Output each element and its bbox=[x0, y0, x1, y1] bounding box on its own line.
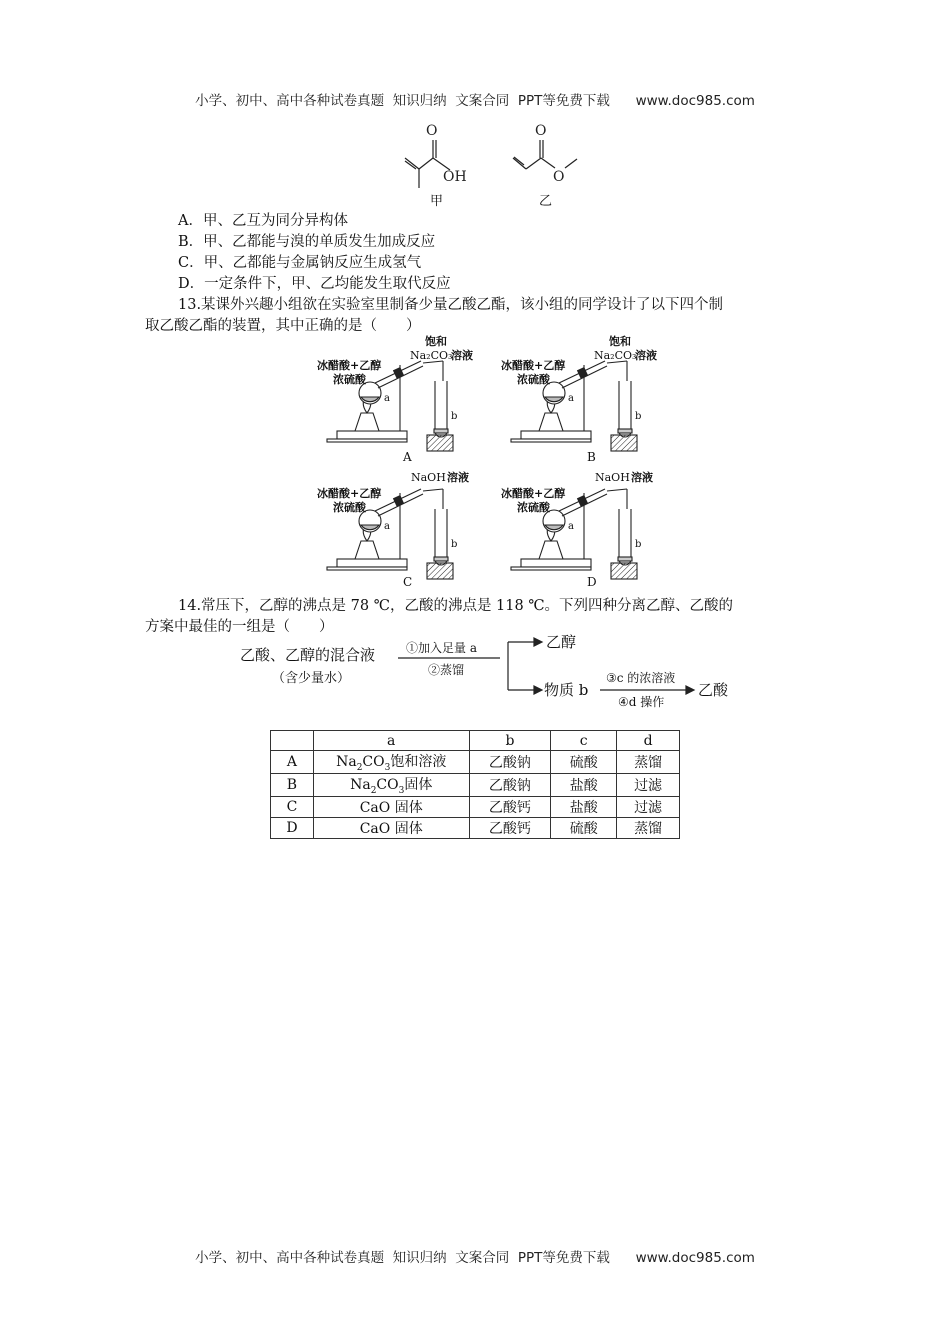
table-row bbox=[271, 751, 680, 774]
app-b-reagent2: 浓硫酸 bbox=[517, 373, 550, 386]
q14-stem-line2: 方案中最佳的一组是（ ） bbox=[145, 619, 334, 635]
app-a-sol-bottom: 溶液 bbox=[451, 349, 473, 362]
table-header-cell: c bbox=[551, 731, 617, 751]
cell-b: 乙酸钙 bbox=[469, 796, 551, 817]
option-a: A．甲、乙互为同分异构体 bbox=[178, 213, 348, 229]
app-c-reagent1: 冰醋酸+乙醇 bbox=[317, 487, 382, 500]
table-row bbox=[271, 796, 680, 817]
q14-stem-line1: 14.常压下，乙醇的沸点是 78 ℃，乙酸的沸点是 118 ℃。下列四种分离乙醇、乙酸的 bbox=[178, 598, 734, 614]
app-c-letter: C bbox=[403, 575, 413, 589]
cell-c: 盐酸 bbox=[551, 796, 617, 817]
cell-b: 乙酸钠 bbox=[469, 751, 551, 774]
table-row bbox=[271, 773, 680, 796]
page-header: 小学、初中、高中各种试卷真题 知识归纳 文案合同 PPT等免费下载 www.doc985.com bbox=[195, 93, 755, 109]
yi-o2: O bbox=[553, 169, 565, 185]
table-header-cell: b bbox=[469, 731, 551, 751]
cell-c: 盐酸 bbox=[551, 773, 617, 796]
table-header-cell: d bbox=[617, 731, 680, 751]
table-row bbox=[271, 817, 680, 838]
cell-d: 过滤 bbox=[617, 796, 680, 817]
app-a-letter: A bbox=[403, 450, 412, 464]
cell-d: 蒸馏 bbox=[617, 817, 680, 838]
app-c-b: b bbox=[451, 539, 458, 550]
q13-stem-line1: 13.某课外兴趣小组欲在实验室里制备少量乙酸乙酯，该小组的同学设计了以下四个制 bbox=[178, 297, 724, 313]
flow-out1: 乙醇 bbox=[546, 633, 577, 651]
app-a-b: b bbox=[451, 411, 458, 422]
app-a-reagent1: 冰醋酸+乙醇 bbox=[317, 359, 382, 372]
flow-step1-bottom: ②蒸馏 bbox=[428, 663, 465, 677]
q13-stem-line2: 取乙酸乙酯的装置，其中正确的是（ ） bbox=[145, 318, 421, 334]
page-footer: 小学、初中、高中各种试卷真题 知识归纳 文案合同 PPT等免费下载 www.doc985.com bbox=[195, 1250, 755, 1266]
app-a-reagent2: 浓硫酸 bbox=[333, 373, 366, 386]
cell-b: 乙酸钠 bbox=[469, 773, 551, 796]
cell-b: 乙酸钙 bbox=[469, 817, 551, 838]
app-d-sol-formula: NaOH bbox=[595, 471, 630, 484]
table-header-cell: a bbox=[313, 731, 469, 751]
label-jia: 甲 bbox=[430, 194, 444, 209]
app-c-sol-formula: NaOH bbox=[411, 471, 446, 484]
app-b-sol-bottom: 溶液 bbox=[635, 349, 657, 362]
option-c: C．甲、乙都能与金属钠反应生成氢气 bbox=[178, 255, 422, 271]
app-c-sol-bottom: 溶液 bbox=[447, 471, 469, 484]
cell-a: CaO 固体 bbox=[313, 817, 469, 838]
row-label: A bbox=[271, 751, 314, 774]
cell-d: 蒸馏 bbox=[617, 751, 680, 774]
molecule-structures bbox=[395, 118, 595, 213]
apparatus-figure bbox=[315, 335, 675, 590]
app-d-letter: D bbox=[587, 575, 597, 589]
row-label: B bbox=[271, 773, 314, 796]
app-b-b: b bbox=[635, 411, 642, 422]
flow-start-line1: 乙酸、乙醇的混合液 bbox=[240, 646, 376, 664]
yi-o1: O bbox=[535, 123, 547, 139]
app-b-a: a bbox=[568, 393, 574, 404]
app-d-a: a bbox=[568, 521, 574, 532]
app-d-b: b bbox=[635, 539, 642, 550]
cell-c: 硫酸 bbox=[551, 817, 617, 838]
jia-oh: OH bbox=[443, 169, 467, 185]
cell-a: $Na_2CO_3$固体 bbox=[313, 773, 469, 796]
cell-d: 过滤 bbox=[617, 773, 680, 796]
row-label: C bbox=[271, 796, 314, 817]
molecule-yi bbox=[513, 140, 577, 169]
cell-a: $Na_2CO_3$饱和溶液 bbox=[313, 751, 469, 774]
app-c-reagent2: 浓硫酸 bbox=[333, 501, 366, 514]
flow-out2: 物质 b bbox=[544, 681, 589, 699]
table-header-cell bbox=[271, 731, 314, 751]
app-b-sol-top: 饱和 bbox=[609, 335, 631, 348]
answer-table bbox=[270, 730, 680, 839]
app-a-sol-top: 饱和 bbox=[425, 335, 447, 348]
app-a-a: a bbox=[384, 393, 390, 404]
app-c-a: a bbox=[384, 521, 390, 532]
cell-c: 硫酸 bbox=[551, 751, 617, 774]
flow-start-line2: （含少量水） bbox=[272, 671, 351, 686]
app-d-sol-bottom: 溶液 bbox=[631, 471, 653, 484]
app-a-sol-formula: Na₂CO₃ bbox=[410, 349, 453, 362]
option-b: B．甲、乙都能与溴的单质发生加成反应 bbox=[178, 234, 436, 250]
option-d: D．一定条件下，甲、乙均能发生取代反应 bbox=[178, 276, 451, 292]
app-b-sol-formula: Na₂CO₃ bbox=[594, 349, 637, 362]
app-b-reagent1: 冰醋酸+乙醇 bbox=[501, 359, 566, 372]
flow-step2-top: ③c 的浓溶液 bbox=[606, 671, 676, 685]
separation-flow-diagram bbox=[238, 632, 748, 714]
flow-out3: 乙酸 bbox=[698, 681, 729, 699]
app-b-letter: B bbox=[587, 450, 596, 464]
label-yi: 乙 bbox=[539, 194, 553, 209]
jia-o: O bbox=[426, 123, 438, 139]
table-header-row bbox=[271, 731, 680, 751]
cell-a: CaO 固体 bbox=[313, 796, 469, 817]
row-label: D bbox=[271, 817, 314, 838]
flow-step2-bottom: ④d 操作 bbox=[618, 695, 665, 709]
app-d-reagent1: 冰醋酸+乙醇 bbox=[501, 487, 566, 500]
flow-step1-top: ①加入足量 a bbox=[406, 641, 477, 655]
app-d-reagent2: 浓硫酸 bbox=[517, 501, 550, 514]
